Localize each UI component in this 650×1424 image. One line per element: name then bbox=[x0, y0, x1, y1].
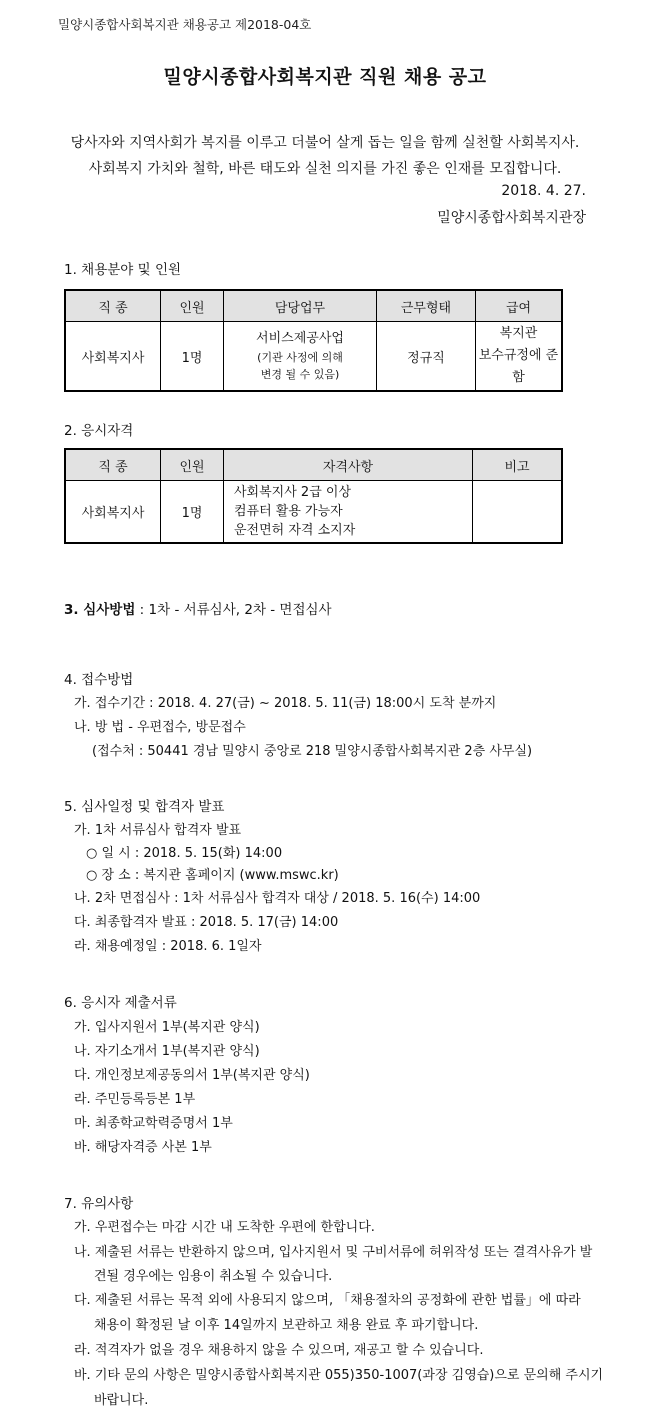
table-row bbox=[65, 322, 562, 392]
duty-note-2: 변경 될 수 있음) bbox=[260, 368, 340, 381]
list-item: 견될 경우에는 임용이 취소될 수 있습니다. bbox=[94, 1269, 333, 1284]
qualification-item: 운전면허 자격 소지자 bbox=[234, 522, 356, 538]
header-count: 인원 bbox=[161, 449, 224, 481]
header-duty: 담당업무 bbox=[224, 290, 377, 322]
header-job: 직 종 bbox=[65, 449, 161, 481]
list-item: 가. 입사지원서 1부(복지관 양식) bbox=[74, 1020, 260, 1035]
cell-pay bbox=[476, 322, 563, 392]
list-item: 나. 제출된 서류는 반환하지 않으며, 입사지원서 및 구비서류에 허위작성 또는 결격사유가 발 bbox=[74, 1245, 593, 1260]
list-item: 라. 주민등록등본 1부 bbox=[74, 1092, 196, 1107]
list-item: 가. 우편접수는 마감 시간 내 도착한 우편에 한합니다. bbox=[74, 1220, 375, 1235]
recruitment-table bbox=[64, 289, 563, 392]
header-note: 비고 bbox=[473, 449, 563, 481]
cell-job: 사회복지사 bbox=[65, 322, 161, 392]
page-title: 밀양시종합사회복지관 직원 채용 공고 bbox=[163, 66, 487, 88]
section-1-heading: 1. 채용분야 및 인원 bbox=[64, 262, 182, 278]
header-qualification: 자격사항 bbox=[224, 449, 473, 481]
list-item: 마. 최종학교학력증명서 1부 bbox=[74, 1116, 233, 1131]
pay-line-2: 보수규정에 준함 bbox=[478, 348, 559, 385]
cell-job: 사회복지사 bbox=[65, 481, 161, 543]
intro-line-2: 사회복지 가치와 철학, 바른 태도와 실천 의지를 가진 좋은 인재를 모집합니다. bbox=[88, 161, 562, 177]
duty-main: 서비스제공사업 bbox=[256, 331, 344, 346]
section-3-label: 3. 심사방법 bbox=[64, 602, 136, 618]
list-item: 다. 제출된 서류는 목적 외에 사용되지 않으며, 「채용절차의 공정화에 관한 법률」에 따라 bbox=[74, 1293, 581, 1308]
list-item: ○ 장 소 : 복지관 홈페이지 (www.mswc.kr) bbox=[86, 868, 339, 883]
section-6-heading: 6. 응시자 제출서류 bbox=[64, 995, 177, 1011]
qualification-item: 컴퓨터 활용 가능자 bbox=[234, 503, 343, 519]
list-item: 바. 해당자격증 사본 1부 bbox=[74, 1140, 212, 1155]
intro-line-1: 당사자와 지역사회가 복지를 이루고 더불어 살게 돕는 일을 함께 실천할 사회복지사. bbox=[70, 135, 580, 151]
section-3 bbox=[64, 598, 332, 618]
section-2-heading: 2. 응시자격 bbox=[64, 423, 134, 439]
section-7-heading: 7. 유의사항 bbox=[64, 1196, 134, 1212]
cell-qualifications bbox=[224, 481, 473, 543]
qualification-table bbox=[64, 448, 563, 544]
section-3-text: : 1차 - 서류심사, 2차 - 면접심사 bbox=[135, 602, 332, 618]
cell-count: 1명 bbox=[161, 481, 224, 543]
list-item: 다. 개인정보제공동의서 1부(복지관 양식) bbox=[74, 1068, 310, 1083]
section-4-heading: 4. 접수방법 bbox=[64, 672, 134, 688]
header-count: 인원 bbox=[161, 290, 224, 322]
list-item: 가. 1차 서류심사 합격자 발표 bbox=[74, 823, 242, 838]
list-item: 나. 방 법 - 우편접수, 방문접수 bbox=[74, 720, 246, 735]
list-item: 바랍니다. bbox=[94, 1393, 149, 1408]
cell-type: 정규직 bbox=[377, 322, 476, 392]
header-pay: 급여 bbox=[476, 290, 563, 322]
qualification-item: 사회복지사 2급 이상 bbox=[234, 484, 351, 500]
list-item: 라. 적격자가 없을 경우 채용하지 않을 수 있으며, 재공고 할 수 있습니다. bbox=[74, 1343, 484, 1358]
cell-duty bbox=[224, 322, 377, 392]
list-item: ○ 일 시 : 2018. 5. 15(화) 14:00 bbox=[86, 846, 283, 861]
header-type: 근무형태 bbox=[377, 290, 476, 322]
cell-note bbox=[473, 481, 563, 543]
cell-count: 1명 bbox=[161, 322, 224, 392]
signer: 밀양시종합사회복지관장 bbox=[437, 210, 586, 226]
list-item: 채용이 확정된 날 이후 14일까지 보관하고 채용 완료 후 파기합니다. bbox=[94, 1318, 479, 1333]
pay-line-1: 복지관 bbox=[499, 326, 538, 341]
list-item: 라. 채용예정일 : 2018. 6. 1일자 bbox=[74, 939, 262, 954]
table-header-row bbox=[65, 290, 562, 322]
table-header-row bbox=[65, 449, 562, 481]
list-item: 바. 기타 문의 사항은 밀양시종합사회복지관 055)350-1007(과장 김영습)으로 문의해 주시기 bbox=[74, 1368, 604, 1383]
announcement-date: 2018. 4. 27. bbox=[501, 183, 586, 199]
list-item: 가. 접수기간 : 2018. 4. 27(금) ~ 2018. 5. 11(금) 18:00시 도착 분까지 bbox=[74, 696, 497, 711]
list-item: 다. 최종합격자 발표 : 2018. 5. 17(금) 14:00 bbox=[74, 915, 339, 930]
list-item: 나. 2차 면접심사 : 1차 서류심사 합격자 대상 / 2018. 5. 16(수) 14:00 bbox=[74, 891, 481, 906]
list-item: 나. 자기소개서 1부(복지관 양식) bbox=[74, 1044, 260, 1059]
list-item: (접수처 : 50441 경남 밀양시 중앙로 218 밀양시종합사회복지관 2층 사무실) bbox=[92, 744, 533, 759]
section-5-heading: 5. 심사일정 및 합격자 발표 bbox=[64, 799, 225, 815]
table-row bbox=[65, 481, 562, 543]
document-header: 밀양시종합사회복지관 채용공고 제2018-04호 bbox=[58, 17, 312, 32]
header-job: 직 종 bbox=[65, 290, 161, 322]
duty-note-1: (기관 사정에 의해 bbox=[257, 351, 343, 364]
